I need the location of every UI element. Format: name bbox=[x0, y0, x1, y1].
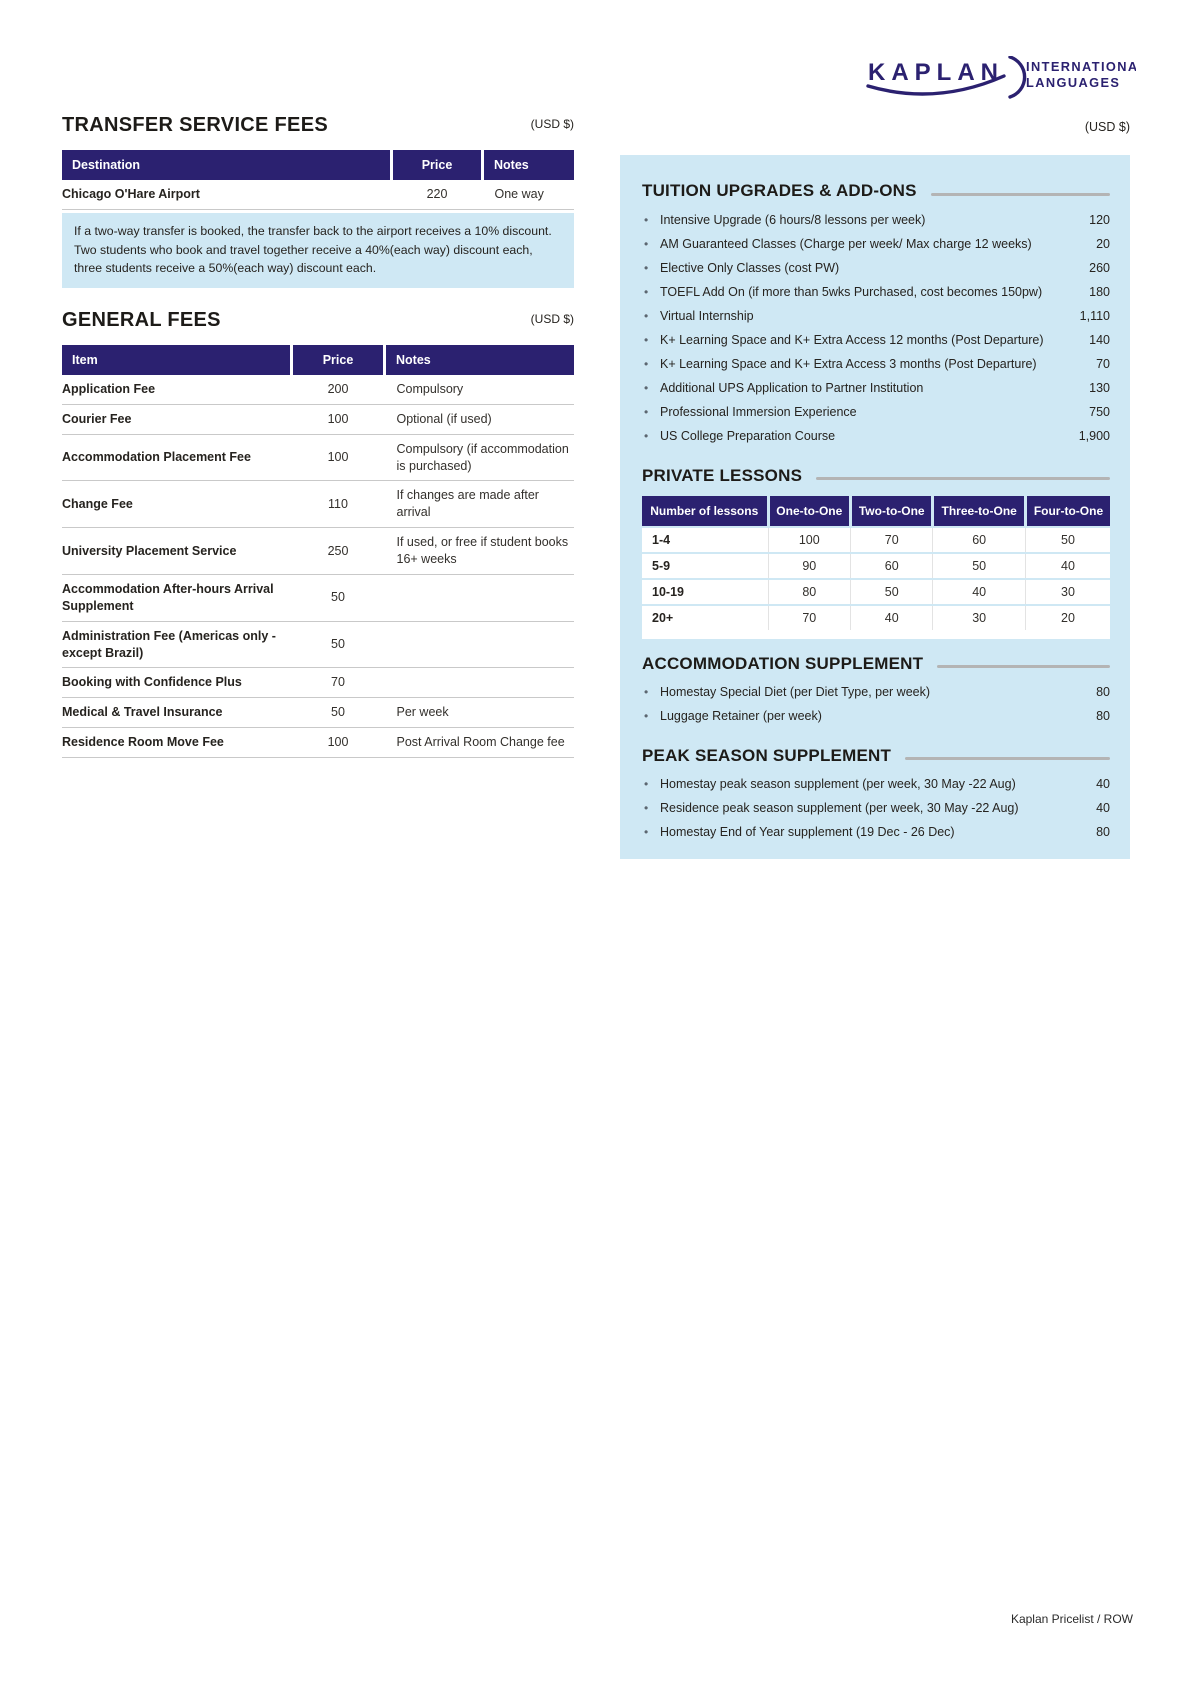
transfer-section-header bbox=[62, 114, 574, 137]
bullet-icon bbox=[642, 404, 660, 420]
price-cell: 220 bbox=[392, 180, 483, 209]
header-row bbox=[642, 496, 1110, 527]
transfer-table-head bbox=[62, 150, 574, 180]
fee-label: Intensive Upgrade (6 hours/8 lessons per week) bbox=[660, 212, 926, 227]
notes-cell: Per week bbox=[385, 698, 575, 728]
list-item bbox=[642, 352, 1110, 376]
general-fees-table bbox=[62, 345, 574, 758]
column-header-item: Item bbox=[62, 345, 292, 375]
notes-cell bbox=[385, 668, 575, 698]
four-to-one-cell: 20 bbox=[1025, 605, 1110, 630]
list-item bbox=[642, 256, 1110, 280]
addons-panel bbox=[620, 155, 1130, 859]
lessons-range-cell: 20+ bbox=[642, 605, 768, 630]
accommodation-items-list bbox=[642, 681, 1110, 729]
price-cell: 50 bbox=[292, 698, 385, 728]
peak-section-title: PEAK SEASON SUPPLEMENT bbox=[642, 745, 892, 765]
section-rule bbox=[937, 665, 1110, 668]
section-rule bbox=[816, 477, 1110, 480]
general-section-header bbox=[62, 309, 574, 332]
three-to-one-cell: 60 bbox=[933, 527, 1026, 553]
price-cell: 200 bbox=[292, 375, 385, 404]
fee-price: 70 bbox=[1096, 356, 1110, 371]
list-item bbox=[642, 304, 1110, 328]
fee-price: 130 bbox=[1089, 381, 1110, 396]
transfer-table-body bbox=[62, 180, 574, 209]
table-row bbox=[62, 528, 574, 575]
table-row bbox=[642, 527, 1110, 553]
column-header-notes: Notes bbox=[385, 345, 575, 375]
one-to-one-cell: 100 bbox=[768, 527, 851, 553]
lessons-range-cell: 5-9 bbox=[642, 553, 768, 579]
accommodation-section-title: ACCOMMODATION SUPPLEMENT bbox=[642, 653, 924, 673]
table-row bbox=[62, 728, 574, 758]
logo-arc-right bbox=[1010, 57, 1025, 97]
table-row bbox=[62, 375, 574, 404]
fee-price: 140 bbox=[1089, 332, 1110, 347]
bullet-icon bbox=[642, 212, 660, 228]
list-item bbox=[642, 401, 1110, 425]
price-cell: 100 bbox=[292, 434, 385, 481]
bullet-icon bbox=[642, 708, 660, 724]
fee-label: TOEFL Add On (if more than 5wks Purchased, cost becomes 150pw) bbox=[660, 284, 1043, 299]
logo-sub-line2: LANGUAGES bbox=[1026, 75, 1121, 90]
fee-price: 40 bbox=[1096, 801, 1110, 816]
price-cell: 100 bbox=[292, 728, 385, 758]
three-to-one-cell: 50 bbox=[933, 553, 1026, 579]
private-lessons-table-head bbox=[642, 496, 1110, 527]
lessons-range-cell: 1-4 bbox=[642, 527, 768, 553]
fee-price: 120 bbox=[1089, 212, 1110, 227]
bullet-icon bbox=[642, 332, 660, 348]
bullet-icon bbox=[642, 380, 660, 396]
fee-label: Residence peak season supplement (per week, 30 May -22 Aug) bbox=[660, 801, 1019, 816]
bullet-icon bbox=[642, 356, 660, 372]
table-row bbox=[62, 434, 574, 481]
tuition-items-list bbox=[642, 208, 1110, 449]
fee-label: Homestay Special Diet (per Diet Type, per week) bbox=[660, 685, 931, 700]
footer-text: Kaplan Pricelist / ROW bbox=[1010, 1612, 1133, 1626]
list-item bbox=[642, 425, 1110, 449]
column-header-destination: Destination bbox=[62, 150, 392, 180]
list-item bbox=[642, 705, 1110, 729]
item-cell: University Placement Service bbox=[62, 528, 292, 575]
notes-cell: One way bbox=[483, 180, 575, 209]
price-cell: 50 bbox=[292, 574, 385, 621]
private-section-title: PRIVATE LESSONS bbox=[642, 465, 803, 485]
fee-label: Professional Immersion Experience bbox=[660, 405, 857, 420]
three-to-one-cell: 30 bbox=[933, 605, 1026, 630]
general-section-title: GENERAL FEES bbox=[62, 308, 221, 331]
item-cell: Residence Room Move Fee bbox=[62, 728, 292, 758]
tuition-upgrades-section bbox=[642, 181, 1110, 449]
bullet-icon bbox=[642, 776, 660, 792]
transfer-fees-section bbox=[62, 114, 574, 288]
notes-cell bbox=[385, 621, 575, 668]
four-to-one-cell: 30 bbox=[1025, 579, 1110, 605]
table-row bbox=[62, 621, 574, 668]
two-to-one-cell: 50 bbox=[851, 579, 933, 605]
bullet-icon bbox=[642, 428, 660, 444]
list-item bbox=[642, 232, 1110, 256]
fee-price: 80 bbox=[1096, 709, 1110, 724]
two-to-one-cell: 40 bbox=[851, 605, 933, 630]
one-to-one-cell: 80 bbox=[768, 579, 851, 605]
table-row bbox=[62, 698, 574, 728]
notes-cell: Post Arrival Room Change fee bbox=[385, 728, 575, 758]
peak-section-title-row bbox=[642, 746, 1110, 766]
bullet-icon bbox=[642, 284, 660, 300]
accommodation-section-title-row bbox=[642, 654, 1110, 674]
item-cell: Accommodation After-hours Arrival Supplement bbox=[62, 574, 292, 621]
list-item bbox=[642, 797, 1110, 821]
notes-cell: Optional (if used) bbox=[385, 404, 575, 434]
column-header-cell: Four-to-One bbox=[1025, 496, 1110, 527]
four-to-one-cell: 50 bbox=[1025, 527, 1110, 553]
currency-note-top-right: (USD $) bbox=[1084, 120, 1130, 134]
peak-season-supplement-section bbox=[642, 746, 1110, 845]
section-rule bbox=[931, 193, 1110, 196]
item-cell: Administration Fee (Americas only - except Brazil) bbox=[62, 621, 292, 668]
private-lessons-table bbox=[642, 496, 1110, 630]
column-header-cell: Three-to-One bbox=[933, 496, 1026, 527]
item-cell: Courier Fee bbox=[62, 404, 292, 434]
kaplan-wordmark: KAPLAN bbox=[868, 59, 1004, 86]
two-to-one-cell: 70 bbox=[851, 527, 933, 553]
bullet-icon bbox=[642, 308, 660, 324]
bullet-icon bbox=[642, 824, 660, 840]
column-header-price: Price bbox=[292, 345, 385, 375]
table-row bbox=[642, 553, 1110, 579]
currency-note-general: (USD $) bbox=[530, 311, 574, 326]
logo-sub-line1: INTERNATIONAL bbox=[1026, 59, 1136, 74]
notes-cell: Compulsory bbox=[385, 375, 575, 404]
peak-items-list bbox=[642, 773, 1110, 845]
general-fees-section bbox=[62, 309, 574, 758]
one-to-one-cell: 90 bbox=[768, 553, 851, 579]
left-column bbox=[62, 114, 574, 758]
list-item bbox=[642, 821, 1110, 845]
fee-label: K+ Learning Space and K+ Extra Access 3 months (Post Departure) bbox=[660, 356, 1037, 371]
table-row bbox=[62, 404, 574, 434]
kaplan-logo bbox=[864, 56, 1136, 104]
column-header-notes: Notes bbox=[483, 150, 575, 180]
column-header-cell: Two-to-One bbox=[851, 496, 933, 527]
price-cell: 70 bbox=[292, 668, 385, 698]
fee-label: Virtual Internship bbox=[660, 308, 754, 323]
fee-label: Additional UPS Application to Partner Institution bbox=[660, 381, 924, 396]
brand-header bbox=[864, 56, 1136, 109]
lessons-range-cell: 10-19 bbox=[642, 579, 768, 605]
tuition-section-title-row bbox=[642, 181, 1110, 201]
transfer-section-title: TRANSFER SERVICE FEES bbox=[62, 114, 328, 136]
general-table-body bbox=[62, 375, 574, 758]
fee-price: 750 bbox=[1089, 405, 1110, 420]
item-cell: Booking with Confidence Plus bbox=[62, 668, 292, 698]
column-header-cell: One-to-One bbox=[768, 496, 851, 527]
notes-cell: Compulsory (if accommodation is purchased) bbox=[385, 434, 575, 481]
private-lessons-section bbox=[642, 466, 1110, 639]
private-lessons-table-wrap bbox=[642, 496, 1110, 639]
price-cell: 100 bbox=[292, 404, 385, 434]
bullet-icon bbox=[642, 800, 660, 816]
one-to-one-cell: 70 bbox=[768, 605, 851, 630]
section-rule bbox=[905, 757, 1110, 760]
fee-price: 1,900 bbox=[1078, 429, 1110, 444]
general-table-head bbox=[62, 345, 574, 375]
fee-price: 20 bbox=[1096, 236, 1110, 251]
fee-price: 1,110 bbox=[1079, 308, 1110, 323]
price-cell: 110 bbox=[292, 481, 385, 528]
table-row bbox=[62, 180, 574, 209]
private-section-title-row bbox=[642, 466, 1110, 486]
fee-price: 80 bbox=[1096, 685, 1110, 700]
table-row bbox=[642, 605, 1110, 630]
list-item bbox=[642, 773, 1110, 797]
destination-cell: Chicago O'Hare Airport bbox=[62, 180, 392, 209]
bullet-icon bbox=[642, 236, 660, 252]
transfer-discount-note: If a two-way transfer is booked, the transfer back to the airport receives a 10% discount. Two students who book and travel together receive a 40%(each way) discount each, three students receive a 50%(each way) discount each. bbox=[62, 213, 574, 288]
fee-price: 40 bbox=[1096, 777, 1110, 792]
list-item bbox=[642, 376, 1110, 400]
column-header-price: Price bbox=[392, 150, 483, 180]
table-row bbox=[62, 668, 574, 698]
fee-price: 180 bbox=[1089, 284, 1110, 299]
private-lessons-table-body bbox=[642, 527, 1110, 630]
tuition-section-title: TUITION UPGRADES & ADD-ONS bbox=[642, 181, 917, 200]
item-cell: Medical & Travel Insurance bbox=[62, 698, 292, 728]
fee-price: 260 bbox=[1089, 260, 1110, 275]
four-to-one-cell: 40 bbox=[1025, 553, 1110, 579]
price-cell: 50 bbox=[292, 621, 385, 668]
fee-label: K+ Learning Space and K+ Extra Access 12 months (Post Departure) bbox=[660, 332, 1044, 347]
three-to-one-cell: 40 bbox=[933, 579, 1026, 605]
bullet-icon bbox=[642, 684, 660, 700]
price-cell: 250 bbox=[292, 528, 385, 575]
fee-label: Homestay End of Year supplement (19 Dec - 26 Dec) bbox=[660, 825, 955, 840]
table-row bbox=[642, 579, 1110, 605]
list-item bbox=[642, 681, 1110, 705]
fee-label: Luggage Retainer (per week) bbox=[660, 709, 822, 724]
fee-label: US College Preparation Course bbox=[660, 429, 836, 444]
bullet-icon bbox=[642, 260, 660, 276]
item-cell: Application Fee bbox=[62, 375, 292, 404]
item-cell: Change Fee bbox=[62, 481, 292, 528]
accommodation-supplement-section bbox=[642, 654, 1110, 729]
currency-note-transfer: (USD $) bbox=[530, 117, 574, 131]
fee-label: Elective Only Classes (cost PW) bbox=[660, 260, 840, 275]
table-row bbox=[62, 574, 574, 621]
item-cell: Accommodation Placement Fee bbox=[62, 434, 292, 481]
list-item bbox=[642, 328, 1110, 352]
column-header-cell: Number of lessons bbox=[642, 496, 768, 527]
table-row bbox=[62, 481, 574, 528]
fee-label: AM Guaranteed Classes (Charge per week/ Max charge 12 weeks) bbox=[660, 236, 1032, 251]
fee-label: Homestay peak season supplement (per week, 30 May -22 Aug) bbox=[660, 777, 1016, 792]
fee-price: 80 bbox=[1096, 825, 1110, 840]
transfer-fees-table bbox=[62, 150, 574, 210]
notes-cell: If changes are made after arrival bbox=[385, 481, 575, 528]
notes-cell: If used, or free if student books 16+ weeks bbox=[385, 528, 575, 575]
two-to-one-cell: 60 bbox=[851, 553, 933, 579]
list-item bbox=[642, 280, 1110, 304]
notes-cell bbox=[385, 574, 575, 621]
list-item bbox=[642, 208, 1110, 232]
